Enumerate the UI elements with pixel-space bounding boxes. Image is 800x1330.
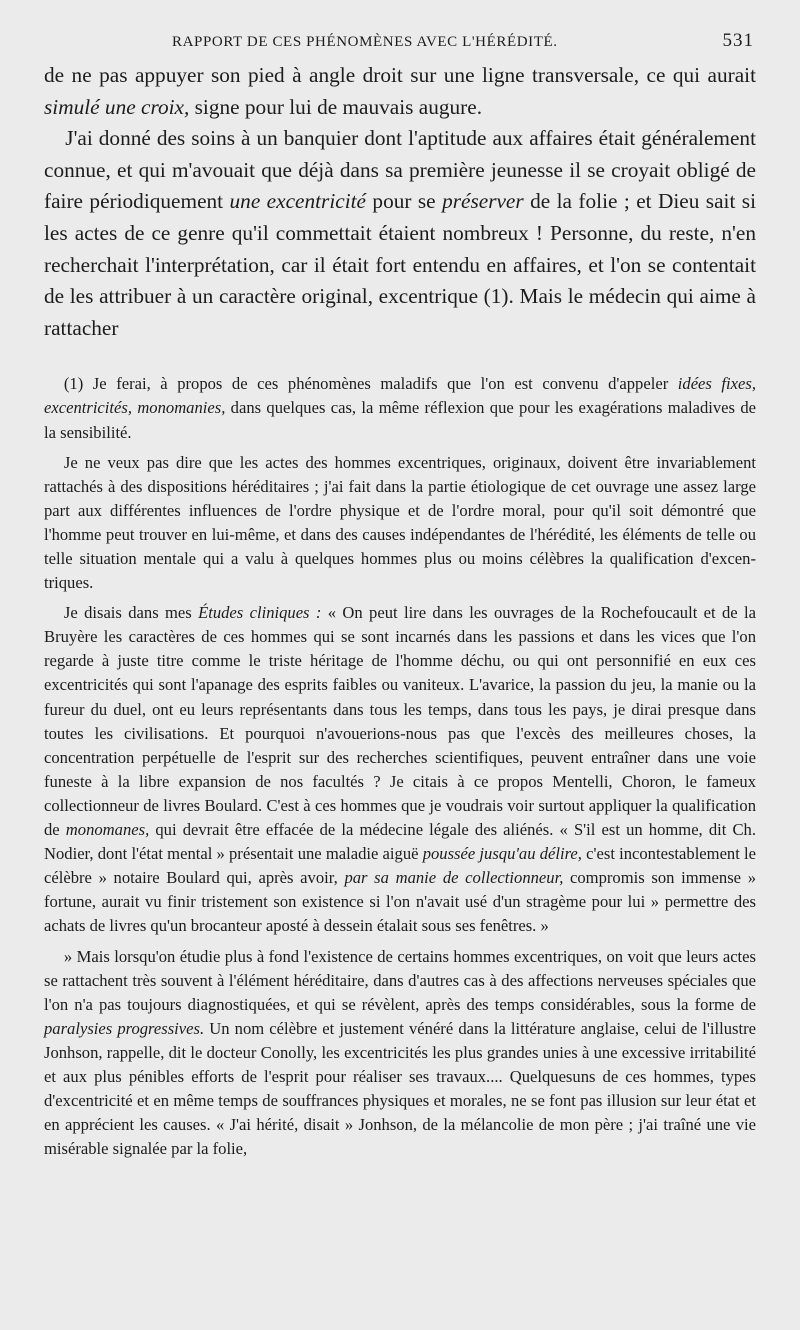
running-title: RAPPORT DE CES PHÉNOMÈNES AVEC L'HÉRÉDITÉ. [172, 34, 558, 50]
footnote-paragraph-4: » Mais lorsqu'on étudie plus à fond l'existence de certains hommes excentriques, on voit que leurs actes se rattachent très souvent à l'élément héréditaire, dans d'autres cas à des affections nerveuses spéciales que l'on n'a pas toujours diagnostiquées, et qui se révèlent, après des temps considérables, sous la forme de paralysies progressives. Un nom célèbre et justement vénéré dans la littérature anglaise, celui de l'illustre Jonhson, rappelle, dit le docteur Conolly, les excentricités les plus grandes unies à une excessive irritabilité et aux plus pénibles efforts de l'esprit pour réaliser ses travaux.... Quelquesuns de ces hommes, types d'excentricité et en même temps de souffrances physiques et morales, ne se font pas illusion sur leur état et en apprécient les causes. « J'ai hérité, disait » Jonhson, de la mélancolie de mon père ; j'ai traîné une vie misérable signalée par la folie, [44, 946, 756, 1159]
footnote-paragraph-2: Je ne veux pas dire que les actes des hommes excentriques, originaux, doivent être invariablement rattachés à des dispositions héréditaires ; j'ai fait dans la partie étiologique de cet ouvrage une assez large part aux différentes influences de l'ordre physique et de l'ordre moral, pour qu'il soit démontré que l'homme peut trouver en lui-même, et dans des causes indépendantes de l'hérédité, les éléments de telle ou telle situation mentale qui a valu à quelques hommes plus ou moins célèbres la qualification d'excentriques. [44, 452, 756, 593]
paragraph-2: J'ai donné des soins à un banquier dont l'aptitude aux affaires était généralement connue, et qui m'avouait que déjà dans sa première jeunesse il se croyait obligé de faire périodiquement une excentricité pour se préserver de la folie ; et Dieu sait si les actes de ce genre qu'il commettait étaient nombreux ! Personne, du reste, n'en recherchait l'interprétation, car il était fort entendu en affaires, et l'on se contentait de les attribuer à un caractère original, excentrique (1). Mais le médecin qui aime à rattacher [44, 126, 757, 340]
main-text [44, 60, 756, 344]
footnote-separator [44, 344, 756, 372]
running-header [44, 30, 756, 60]
footnotes [44, 372, 756, 1161]
footnote-1: (1) Je ferai, à propos de ces phénomènes maladifs que l'on est convenu d'appeler idées fixes, excentricités, monomanies, dans quelques cas, la même réflexion que pour les exagérations maladives de la sensibilité. [44, 374, 756, 442]
page-number: 531 [722, 30, 754, 51]
footnote-paragraph-3: Je disais dans mes Études cliniques : « On peut lire dans les ouvrages de la Rochefoucault et de la Bruyère les caractères de ces hommes qui se sont incarnés dans les passions et dans les vices que l'on regarde à juste titre comme le triste héritage de l'homme déchu, ou qui ont personnifié en eux ces excentricités qui sont l'apanage des esprits faibles ou vaniteux. L'avarice, la passion du jeu, la manie ou la fureur du duel, ont eu leurs représentants dans tous les temps, dans tous les pays, je dirai presque dans toutes les civilisations. Et pourquoi n'avouerions-nous pas que l'excès des meilleures choses, la concentration perpétuelle de l'esprit sur des recherches scientifiques, peuvent entraîner dans une voie funeste à la libre expansion de nos facultés ? Je citais à ce propos Mentelli, Choron, le fameux collectionneur de livres Boulard. C'est à ces hommes que je voudrais voir surtout appliquer la qualification de monomanes, qui devrait être effacée de la médecine légale des aliénés. « S'il est un homme, dit Ch. Nodier, dont l'état mental » présentait une maladie aiguë poussée jusqu'au délire, c'est incontestablement le célèbre » notaire Boulard qui, après avoir, par sa manie de collectionneur, compromis son immense » fortune, aurait vu finir tristement son existence si l'on n'avait usé d'un stragème pour lui » permettre des achats de livres qu'un brocanteur aposté à dessein étalait sous ses fenêtres. » [44, 603, 757, 936]
paragraph-1: de ne pas appuyer son pied à angle droit sur une ligne transversale, ce qui aurait simulé une croix, signe pour lui de mauvais augure. [44, 63, 756, 119]
